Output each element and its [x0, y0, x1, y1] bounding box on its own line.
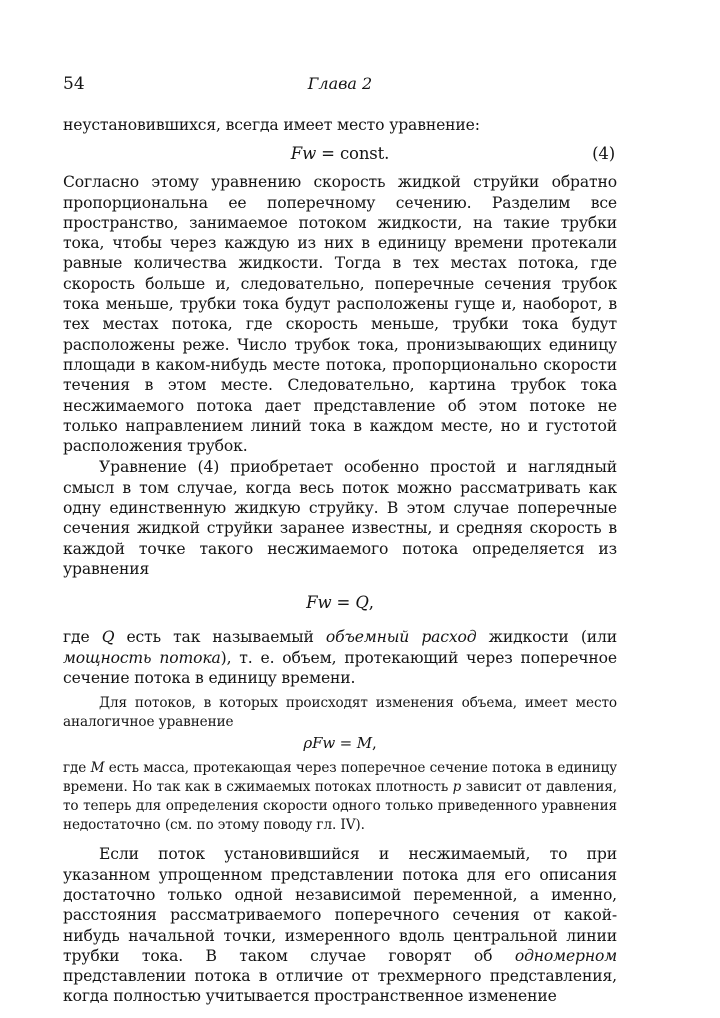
body-text	[63, 115, 617, 1007]
eq-symbol-F: F	[306, 593, 318, 613]
paragraph-stream-tubes: Согласно этому уравнению скорость жидкой струйки обратно пропорциональна ее поперечному сечению. Разделим все пространство, занимаемое потоком жидкости, на такие трубки тока, чтобы через каждую из них в единицу времени протекали равные количества жидкости. Тогда в тех местах потока, где скорость больше и, следовательно, поперечные сечения трубок тока меньше, трубки тока будут расположены гуще и, наоборот, в тех местах потока, где скорость меньше, трубки тока будут расположены реже. Число трубок тока, пронизывающих единицу площади в каком-нибудь месте потока, пропорционально скорости течения в этом месте. Следовательно, картина трубок тока несжимаемого потока дает представление об этом потоке не только направлением линий тока в каждом месте, но и густотой расположения трубок.	[63, 173, 617, 456]
eq-symbol-F: F	[290, 144, 303, 164]
term-flow-power: мощность потока	[63, 648, 221, 667]
symbol-p: p	[452, 778, 462, 795]
symbol-M: M	[90, 759, 105, 776]
eq-symbol-w: w	[322, 733, 336, 752]
text-span: ), т. е. объем, протекающий через поперечное сечение потока в единицу времени.	[63, 648, 617, 687]
page-number: 54	[63, 74, 85, 94]
eq-rest: = const.	[316, 144, 390, 164]
text-span: зависит от давления, то теперь для определения скорости одного только приведенного уравнения недостаточно (см. по этому поводу гл. IV).	[63, 778, 617, 834]
page-header	[63, 74, 617, 100]
text-span: жидкости (или	[476, 628, 617, 647]
paragraph-intro: неустановившихся, всегда имеет место уравнение:	[63, 116, 480, 134]
equation-mass-flow-body	[63, 734, 617, 752]
equation-4	[63, 140, 617, 170]
paragraph-one-dimensional	[63, 844, 617, 1006]
eq-comma: ,	[368, 593, 374, 613]
symbol-Q: Q	[101, 628, 115, 647]
text-span: есть масса, протекающая через поперечное сечение потока в единицу времени. Но так как в сжимаемых потоках плотность	[63, 759, 617, 795]
equation-number: (4)	[592, 144, 615, 164]
eq-sign: =	[331, 593, 356, 613]
equation-fw-q	[63, 589, 617, 619]
eq-symbol-Q: Q	[355, 593, 369, 613]
eq-symbol-rho: ρ	[303, 733, 313, 752]
small-note-compressible: Для потоков, в которых происходят изменения объема, имеет место аналогичное уравнение	[63, 695, 617, 731]
paragraph-single-stream: Уравнение (4) приобретает особенно простой и наглядный смысл в том случае, когда весь поток можно рассматривать как одну единственную жидкую струйку. В этом случае поперечные сечения жидкой струйки заранее известны, и средняя скорость в каждой точке такого несжимаемого потока определяется из уравнения	[63, 458, 617, 578]
eq-symbol-M: M	[356, 733, 372, 752]
eq-symbol-w: w	[302, 144, 317, 164]
eq-sign: =	[335, 733, 357, 752]
text-span: представлении потока в отличие от трехмерного представления, когда полностью учитывается пространственное изменение	[63, 967, 617, 1006]
equation-mass-flow	[63, 733, 617, 755]
paragraph-volume-flow	[63, 627, 617, 688]
eq-symbol-F: F	[312, 733, 323, 752]
small-note-mass	[63, 759, 617, 836]
text-span: есть так называемый	[114, 628, 326, 647]
equation-4-body	[63, 144, 617, 163]
text-span: где	[63, 628, 102, 647]
running-head: Глава 2	[307, 74, 373, 93]
equation-fw-q-body	[63, 593, 617, 612]
term-volume-flow: объемный расход	[325, 628, 477, 647]
text-span: где	[63, 759, 91, 776]
text-span: Если поток установившийся и несжимаемый, то при указанном упрощенном представлении потока для его описания достаточно только одной независимой переменной, а именно, расстояния рассматриваемого поперечного сечения от какой-нибудь начальной точки, измеренного вдоль центральной линии трубки тока. В таком случае говорят об	[63, 845, 617, 965]
eq-comma: ,	[371, 733, 377, 752]
eq-symbol-w: w	[317, 593, 332, 613]
term-one-dimensional: одномерном	[514, 946, 617, 965]
